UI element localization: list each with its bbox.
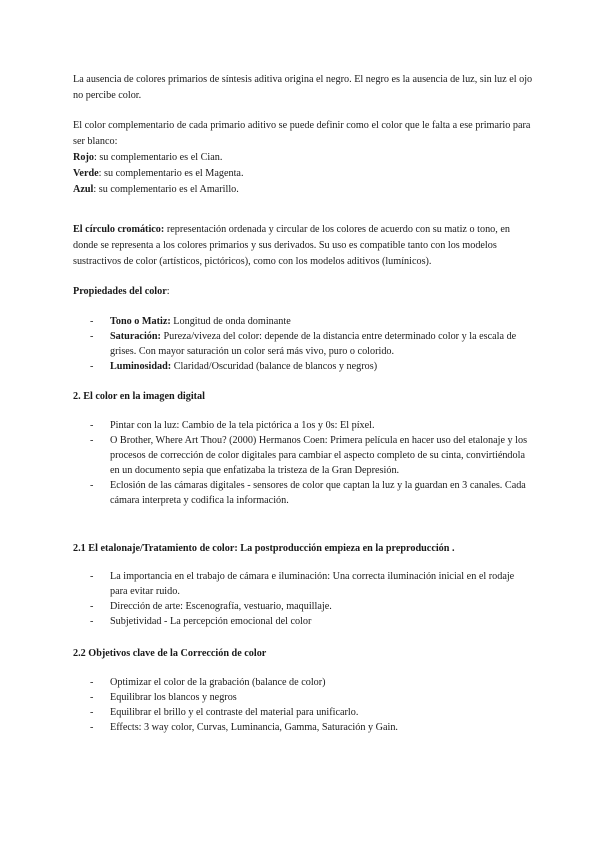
complement-red: Rojo: su complementario es el Cian. [73,152,223,163]
list-item: - La importancia en el trabajo de cámara e iluminación: Una correcta iluminación inicial en el rodaje para evitar ruido. [90,571,515,597]
list-item: - Dirección de arte: Escenografía, vestuario, maquillaje. [90,601,332,612]
section-2-1-list [90,569,530,629]
properties-heading: Propiedades del color: [73,286,170,297]
color-wheel-text: representación ordenada y circular de los colores de acuerdo con su matiz o tono, en donde se representa a los colores primarios y sus derivados. Su uso es compatible tanto con los modelos sustractivos de color (artísticos, pictóricos), como con los modelos aditivos (lumínicos). [73,224,510,267]
list-item: - Pintar con la luz: Cambio de la tela pictórica a 1os y 0s: El píxel. [90,420,375,431]
list-item: - Eclosión de las cámaras digitales - sensores de color que captan la luz y la guardan en 3 canales. Cada cámara interpreta y codifica la información. [90,480,526,506]
complementary-intro: El color complementario de cada primario aditivo se puede definir como el color que le falta a ese primario para ser blanco: [73,120,531,147]
list-item: - Tono o Matiz: Longitud de onda dominante [90,316,291,327]
intro-paragraph [73,72,533,104]
list-item: - Effects: 3 way color, Curvas, Luminancia, Gamma, Saturación y Gain. [90,722,398,733]
properties-list [90,314,530,374]
color-wheel-term: El círculo cromático: [73,224,165,235]
intro-text: La ausencia de colores primarios de síntesis aditiva origina el negro. El negro es la ausencia de luz, sin luz el ojo no percibe color. [73,74,533,101]
list-item: - Saturación: Pureza/viveza del color: depende de la distancia entre determinado color y la escala de grises. Con mayor saturación un color será más vivo, puro o colorido. [90,331,517,357]
list-item: - Optimizar el color de la grabación (balance de color) [90,677,326,688]
complement-green: Verde: su complementario es el Magenta. [73,168,244,179]
complement-blue: Azul: su complementario es el Amarillo. [73,184,239,195]
section-2-list [90,418,530,508]
complementary-block [73,118,533,198]
section-2-heading: 2. El color en la imagen digital [73,391,205,402]
list-item: - Subjetividad - La percepción emocional del color [90,616,312,627]
list-item: - Equilibrar el brillo y el contraste del material para unificarlo. [90,707,359,718]
section-2-2-list [90,675,530,735]
list-item: - O Brother, Where Art Thou? (2000) Hermanos Coen: Primera película en hacer uso del etalonaje y los procesos de corrección de color digitales para cambiar el aspecto completo de su cinta, convirtiéndola en un documento sepia que enfatizaba la tristeza de la Gran Depresión. [90,435,528,476]
list-item: - Luminosidad: Claridad/Oscuridad (balance de blancos y negros) [90,361,378,372]
color-wheel-paragraph [73,222,533,270]
list-item: - Equilibrar los blancos y negros [90,692,237,703]
section-2-1-heading: 2.1 El etalonaje/Tratamiento de color: La postproducción empieza en la preproducción . [73,543,455,554]
section-2-2-heading: 2.2 Objetivos clave de la Corrección de color [73,648,267,659]
